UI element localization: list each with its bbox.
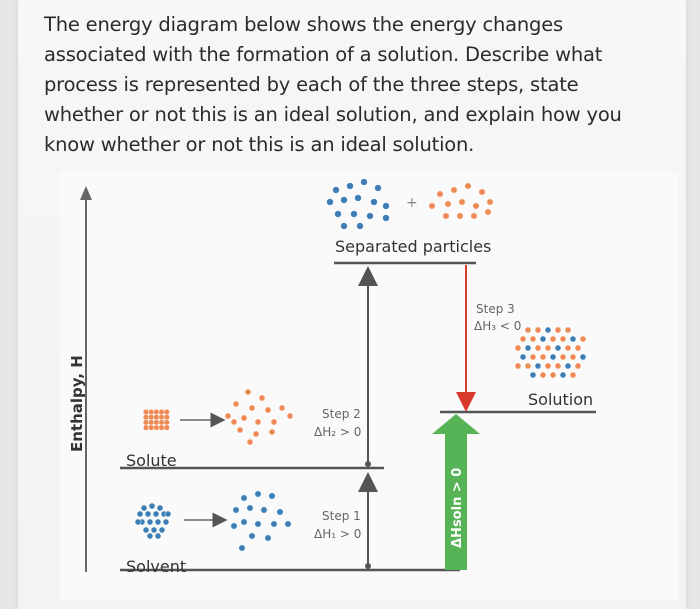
particle — [287, 413, 293, 419]
particle — [550, 336, 556, 342]
particle — [565, 345, 571, 351]
particle — [550, 354, 556, 360]
particle — [277, 509, 283, 515]
plus-sign: + — [406, 195, 418, 211]
particle — [580, 336, 586, 342]
question-page — [18, 0, 686, 609]
particle — [383, 203, 390, 210]
particle — [520, 336, 526, 342]
separated-solvent-cluster — [327, 179, 390, 230]
step1-arrow-base — [365, 563, 371, 569]
particle — [545, 363, 551, 369]
particle — [485, 209, 491, 215]
particle — [225, 413, 231, 419]
particle — [159, 420, 165, 426]
particle — [565, 327, 571, 333]
particle — [245, 389, 251, 395]
particle — [241, 495, 247, 501]
particle — [269, 493, 275, 499]
particle — [271, 521, 277, 527]
particle — [143, 409, 149, 415]
solute-label: Solute — [126, 451, 177, 470]
particle — [560, 372, 566, 378]
particle — [520, 354, 526, 360]
particle — [255, 521, 261, 527]
energy-diagram-svg — [60, 172, 678, 600]
particle — [141, 505, 147, 511]
particle — [241, 519, 247, 525]
particle — [471, 213, 477, 219]
step3-delta: ΔH₃ < 0 — [474, 319, 522, 333]
particle — [165, 511, 171, 517]
solvent-label: Solvent — [126, 557, 187, 576]
particle — [154, 409, 160, 415]
particle — [143, 420, 149, 426]
particle — [580, 354, 586, 360]
particle — [361, 179, 368, 186]
particle — [437, 191, 443, 197]
particle — [347, 183, 354, 190]
particle — [237, 427, 243, 433]
particle — [341, 197, 348, 204]
particle — [147, 533, 153, 539]
particle — [155, 533, 161, 539]
particle — [371, 199, 378, 206]
particle — [155, 519, 161, 525]
particle — [355, 195, 362, 202]
particle — [575, 363, 581, 369]
step2-label: Step 2 — [322, 407, 361, 421]
particle — [570, 336, 576, 342]
particle — [550, 372, 556, 378]
particle — [367, 213, 374, 220]
particle — [231, 419, 237, 425]
solute-packed-cluster — [143, 409, 169, 430]
particle — [473, 203, 479, 209]
particle — [154, 425, 160, 431]
particle — [151, 527, 157, 533]
solute-spread-cluster — [225, 389, 293, 445]
particle — [555, 345, 561, 351]
particle — [164, 420, 170, 426]
net-enthalpy-label: ΔHsoln > 0 — [450, 467, 465, 548]
particle — [279, 405, 285, 411]
step2-delta: ΔH₂ > 0 — [314, 425, 362, 439]
y-axis-label: Enthalpy, H — [68, 355, 86, 452]
particle — [145, 511, 151, 517]
particle — [540, 354, 546, 360]
particle — [164, 409, 170, 415]
particle — [159, 527, 165, 533]
question-text: The energy diagram below shows the energy changes associated with the formation of a solution. Describe what process is represented by each of the three steps, state whether or not this is an ideal solution, and explain how you know whether or not this is an ideal solution. — [44, 13, 622, 156]
particle — [137, 511, 143, 517]
particle — [487, 199, 493, 205]
particle — [247, 439, 253, 445]
step2-arrow-base — [365, 461, 371, 467]
particle — [159, 425, 165, 431]
particle — [153, 511, 159, 517]
particle — [545, 345, 551, 351]
particle — [515, 345, 521, 351]
separated-solute-cluster — [429, 183, 493, 219]
particle — [351, 211, 358, 218]
particle — [239, 545, 245, 551]
particle — [255, 491, 261, 497]
step1-label: Step 1 — [322, 509, 361, 523]
solution-mixture-orange — [515, 327, 586, 378]
solution-label: Solution — [528, 390, 594, 409]
particle — [259, 395, 265, 401]
particle — [535, 327, 541, 333]
particle — [249, 533, 255, 539]
particle — [335, 211, 342, 218]
particle — [459, 199, 465, 205]
particle — [451, 187, 457, 193]
particle — [327, 199, 334, 206]
particle — [159, 409, 165, 415]
particle — [530, 354, 536, 360]
particle — [465, 183, 471, 189]
particle — [357, 223, 364, 230]
separated-particles-label: Separated particles — [335, 237, 492, 256]
particle — [341, 223, 348, 230]
particle — [540, 336, 546, 342]
particle — [233, 401, 239, 407]
particle — [249, 405, 255, 411]
particle — [535, 345, 541, 351]
particle — [269, 429, 275, 435]
particle — [157, 505, 163, 511]
particle — [154, 414, 160, 420]
particle — [265, 407, 271, 413]
particle — [148, 409, 154, 415]
particle — [143, 414, 149, 420]
particle — [530, 372, 536, 378]
particle — [443, 213, 449, 219]
particle — [515, 363, 521, 369]
particle — [383, 215, 390, 222]
particle — [159, 414, 165, 420]
particle — [570, 354, 576, 360]
energy-diagram — [60, 172, 678, 600]
particle — [285, 521, 291, 527]
particle — [560, 354, 566, 360]
solution-mixture-blue — [520, 327, 586, 378]
particle — [457, 213, 463, 219]
step3-label: Step 3 — [476, 302, 515, 316]
particle-clusters — [135, 179, 586, 552]
solvent-spread-cluster — [231, 491, 291, 551]
particle — [333, 187, 340, 194]
step1-delta: ΔH₁ > 0 — [314, 527, 362, 541]
particle — [525, 327, 531, 333]
particle — [545, 327, 551, 333]
particle — [154, 420, 160, 426]
particle — [525, 363, 531, 369]
particle — [148, 420, 154, 426]
particle — [164, 414, 170, 420]
particle — [530, 336, 536, 342]
particle — [231, 523, 237, 529]
particle — [255, 419, 261, 425]
particle — [253, 431, 259, 437]
particle — [135, 519, 141, 525]
particle — [575, 345, 581, 351]
particle — [261, 507, 267, 513]
particle — [540, 372, 546, 378]
particle — [143, 425, 149, 431]
particle — [535, 363, 541, 369]
particle — [565, 363, 571, 369]
particle — [163, 519, 169, 525]
particle — [525, 345, 531, 351]
particle — [479, 189, 485, 195]
particle — [233, 507, 239, 513]
particle — [265, 535, 271, 541]
particle — [570, 372, 576, 378]
particle — [375, 185, 382, 192]
particle — [148, 414, 154, 420]
particle — [560, 336, 566, 342]
particle — [429, 203, 435, 209]
particle — [555, 363, 561, 369]
particle — [555, 327, 561, 333]
particle — [148, 425, 154, 431]
particle — [271, 419, 277, 425]
y-axis-arrowhead — [80, 186, 92, 200]
particle — [149, 503, 155, 509]
particle — [147, 519, 153, 525]
particle — [445, 201, 451, 207]
particle — [247, 505, 253, 511]
particle — [143, 527, 149, 533]
solvent-packed-cluster — [135, 503, 171, 539]
particle — [164, 425, 170, 431]
particle — [241, 415, 247, 421]
